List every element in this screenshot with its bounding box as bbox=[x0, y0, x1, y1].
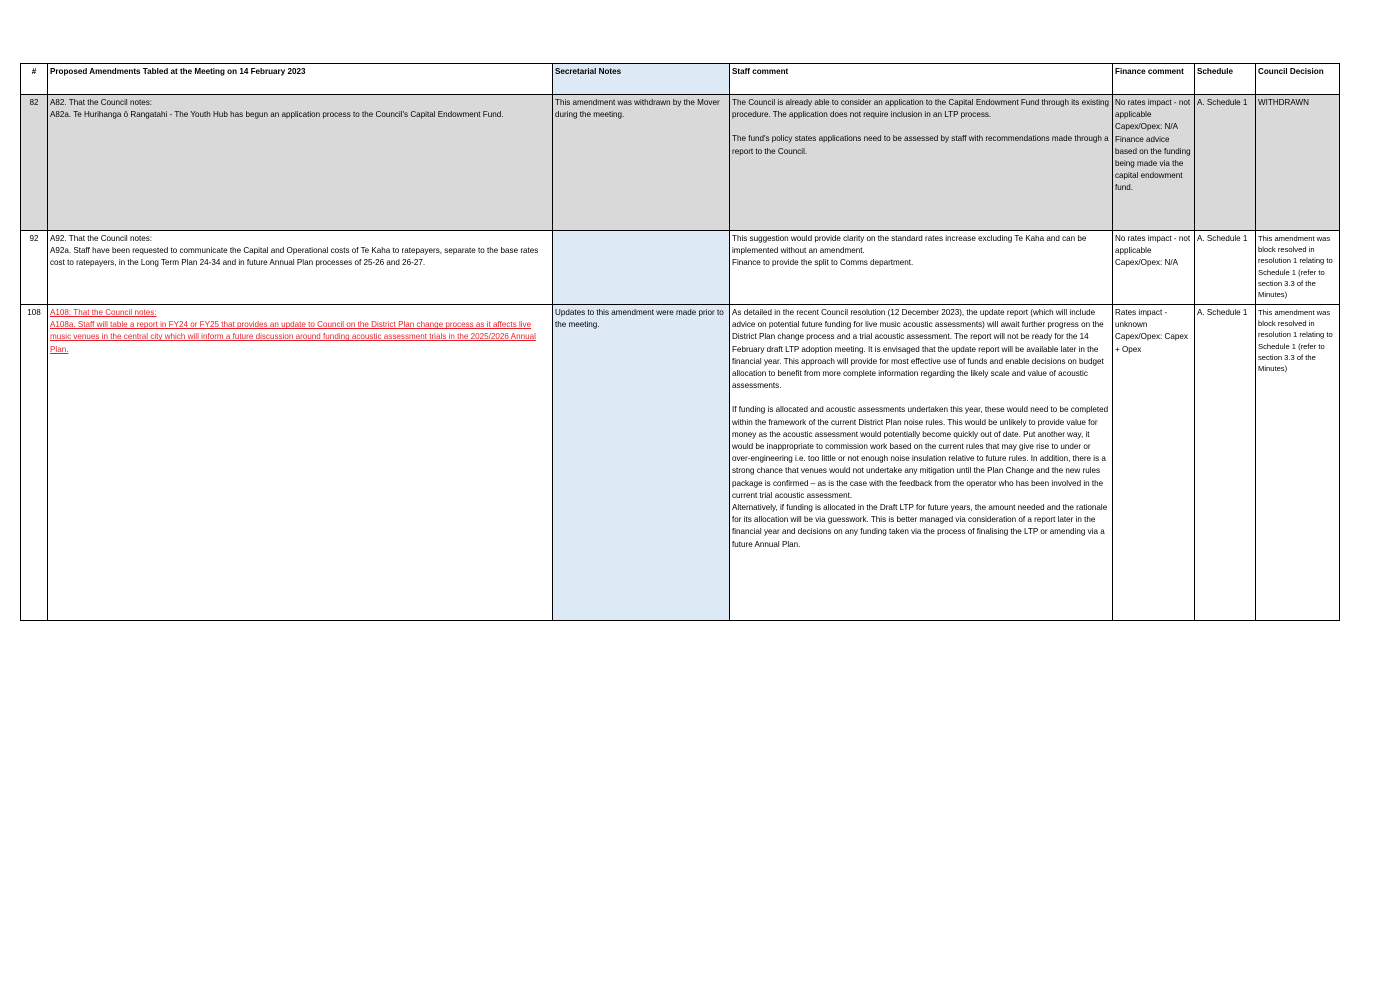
header-num: # bbox=[21, 64, 48, 95]
header-decision: Council Decision bbox=[1256, 64, 1340, 95]
amendment-text: A92a. Staff have been requested to communicate the Capital and Operational costs of Te Kaha to ratepayers, separate to the base rates cost to ratepayers, in the Long Term Plan 24-34 and in future Annual Plan processes of 25-26 and 26-27. bbox=[50, 246, 539, 268]
staff-paragraph: If funding is allocated and acoustic assessments undertaken this year, these would need to be completed within the framework of the current District Plan noise rules. This would be unlikely to provide value for money as the acoustic assessment would potentially become quickly out of date. Put another way, it would be inappropriate to commission work based on the current rules that may give rise to under or over-engineering i.e. too little or not enough noise insulation relative to future rules. In addition, there is a strong chance that venues would not undertake any mitigation until the Plan Change and the new rules package is confirmed – as is the case with the feedback from the operator who has been involved in the current trial acoustic assessment. bbox=[732, 405, 1109, 500]
row-num: 108 bbox=[21, 305, 48, 621]
amendment-text: A108a. Staff will table a report in FY24 or FY25 that provides an update to Council on the District Plan change process as it affects live music venues in the central city which will inform a future discussion around funding acoustic assessment trials in the 2025/2026 Annual Plan. bbox=[50, 320, 536, 354]
staff-paragraph: The fund's policy states applications need to be assessed by staff with recommendations made through a report to the Council. bbox=[732, 134, 1109, 156]
table-row bbox=[21, 305, 1340, 621]
table-row bbox=[21, 95, 1340, 231]
finance-cell: Rates impact - unknown Capex/Opex: Capex + Opex bbox=[1113, 305, 1195, 621]
decision-cell: This amendment was block resolved in resolution 1 relating to Schedule 1 (refer to section 3.3 of the Minutes) bbox=[1256, 231, 1340, 305]
schedule-cell: A. Schedule 1 bbox=[1195, 305, 1256, 621]
header-secretarial: Secretarial Notes bbox=[553, 64, 730, 95]
staff-cell bbox=[730, 305, 1113, 621]
proposed-cell bbox=[48, 305, 553, 621]
staff-cell bbox=[730, 231, 1113, 305]
table-row bbox=[21, 231, 1340, 305]
staff-cell bbox=[730, 95, 1113, 231]
staff-paragraph: As detailed in the recent Council resolution (12 December 2023), the update report (which will include advice on potential future funding for live music acoustic assessments) will await further progress on the District Plan change process and a trial acoustic assessment. The report will not be ready for the 14 February draft LTP adoption meeting. It is envisaged that the update report will be available later in the financial year. This approach will provide for most effective use of funds and enable decisions on budget allocation to benefit from more complete information regarding the likely scale and value of acoustic assessments. bbox=[732, 308, 1104, 391]
secretarial-cell bbox=[553, 231, 730, 305]
staff-paragraph: The Council is already able to consider an application to the Capital Endowment Fund through its existing procedure. The application does not require inclusion in an LTP process. bbox=[732, 98, 1110, 120]
row-num: 92 bbox=[21, 231, 48, 305]
staff-paragraph: Alternatively, if funding is allocated in the Draft LTP for future years, the amount needed and the rationale for its allocation will be via guesswork. This is better managed via consideration of a report later in the financial year and decisions on any funding taken via the process of finalising the LTP or amending via a future Annual Plan. bbox=[732, 503, 1108, 549]
secretarial-cell: This amendment was withdrawn by the Mover during the meeting. bbox=[553, 95, 730, 231]
amendment-text: A82a. Te Hurihanga ō Rangatahi - The Youth Hub has begun an application process to the Council's Capital Endowment Fund. bbox=[50, 110, 504, 120]
amendment-heading: A92. That the Council notes: bbox=[50, 234, 152, 243]
header-schedule: Schedule bbox=[1195, 64, 1256, 95]
finance-cell: No rates impact - not applicable Capex/Opex: N/A bbox=[1113, 231, 1195, 305]
header-staff: Staff comment bbox=[730, 64, 1113, 95]
staff-paragraph: This suggestion would provide clarity on the standard rates increase excluding Te Kaha and can be implemented without an amendment. bbox=[732, 234, 1087, 256]
header-finance: Finance comment bbox=[1113, 64, 1195, 95]
decision-cell: WITHDRAWN bbox=[1256, 95, 1340, 231]
finance-cell: No rates impact - not applicable Capex/Opex: N/A Finance advice based on the funding being made via the capital endowment fund. bbox=[1113, 95, 1195, 231]
secretarial-cell: Updates to this amendment were made prior to the meeting. bbox=[553, 305, 730, 621]
proposed-cell bbox=[48, 95, 553, 231]
decision-cell: This amendment was block resolved in resolution 1 relating to Schedule 1 (refer to section 3.3 of the Minutes) bbox=[1256, 305, 1340, 621]
schedule-cell: A. Schedule 1 bbox=[1195, 231, 1256, 305]
amendments-table bbox=[20, 63, 1340, 621]
header-row bbox=[21, 64, 1340, 95]
proposed-cell bbox=[48, 231, 553, 305]
row-num: 82 bbox=[21, 95, 48, 231]
amendment-heading: A108: That the Council notes: bbox=[50, 308, 157, 317]
header-proposed: Proposed Amendments Tabled at the Meeting on 14 February 2023 bbox=[48, 64, 553, 95]
staff-paragraph: Finance to provide the split to Comms department. bbox=[732, 258, 914, 268]
amendment-heading: A82. That the Council notes: bbox=[50, 98, 152, 107]
schedule-cell: A. Schedule 1 bbox=[1195, 95, 1256, 231]
